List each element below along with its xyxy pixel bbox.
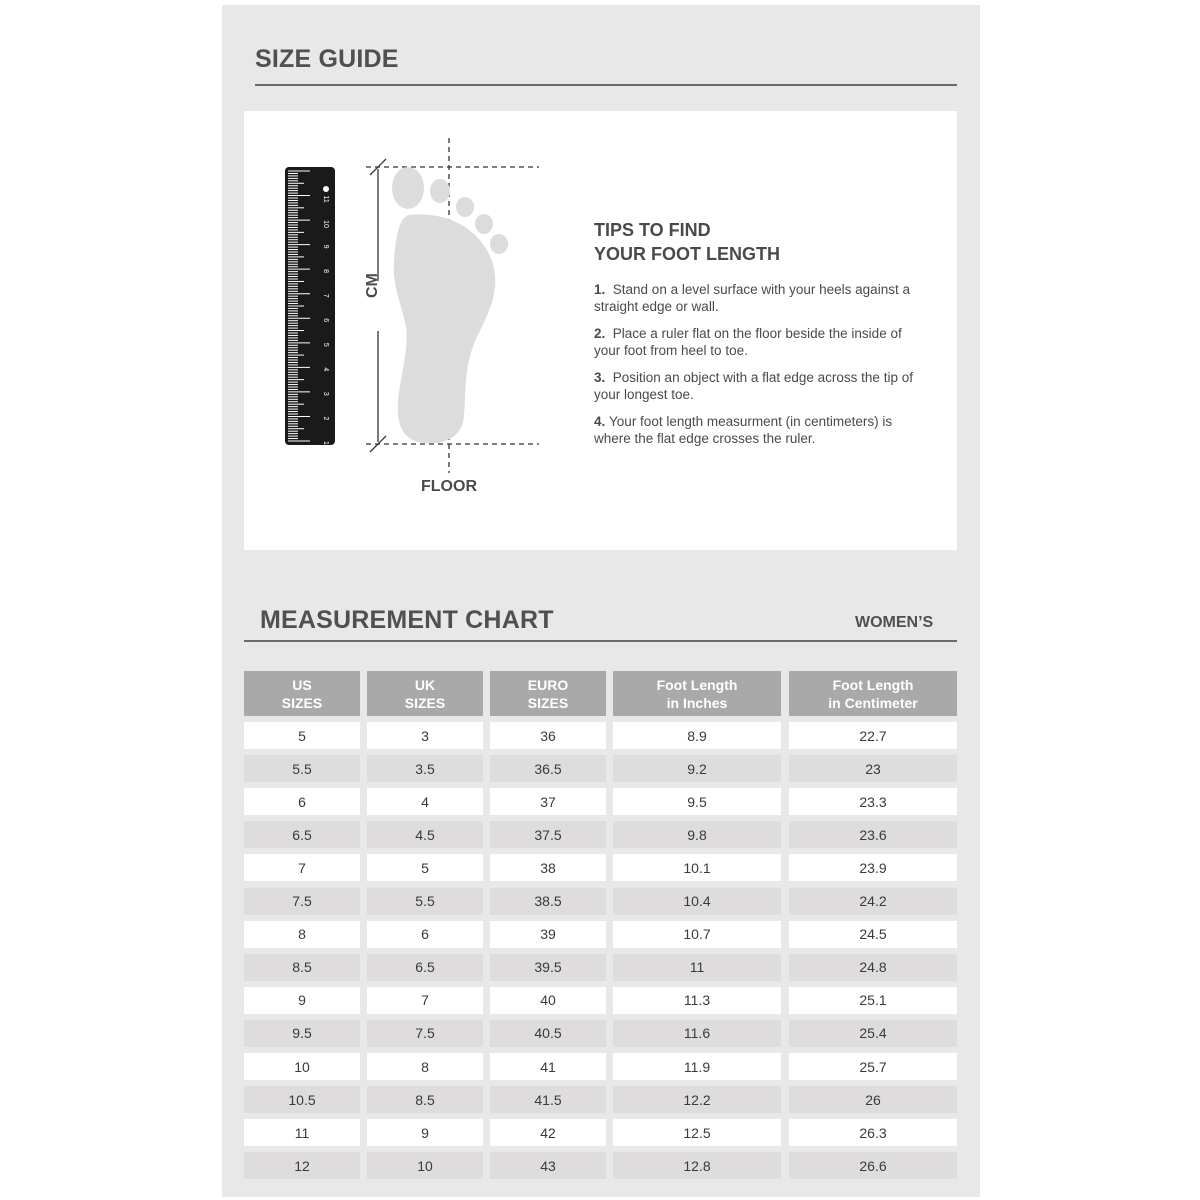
table-cell: 23.9	[789, 854, 957, 881]
foot-icon	[392, 167, 508, 443]
table-cell: 7	[244, 854, 360, 881]
table-cell: 12.2	[613, 1086, 781, 1113]
column-header-line: US	[292, 676, 312, 693]
table-cell: 7.5	[367, 1020, 483, 1047]
ruler-number: 5	[322, 342, 329, 347]
table-cell: 11	[244, 1119, 360, 1146]
table-cell: 9.2	[613, 755, 781, 782]
column-header-line: SIZES	[527, 694, 569, 711]
table-cell: 43	[490, 1152, 606, 1179]
table-cell: 10.7	[613, 921, 781, 948]
table-cell: 39.5	[490, 954, 606, 981]
table-cell: 10.1	[613, 854, 781, 881]
table-cell: 23.6	[789, 821, 957, 848]
ruler-number: 11	[322, 195, 329, 203]
table-cell: 5.5	[244, 755, 360, 782]
table-cell: 11.6	[613, 1020, 781, 1047]
table-cell: 38	[490, 854, 606, 881]
tip-number: 3.	[594, 370, 606, 385]
table-cell: 11	[613, 954, 781, 981]
table-cell: 7	[367, 987, 483, 1014]
tip-text: Stand on a level surface with your heels against a straight edge or wall.	[594, 282, 910, 314]
table-cell: 5.5	[367, 888, 483, 915]
table-cell: 12.8	[613, 1152, 781, 1179]
title-divider	[255, 84, 957, 86]
table-cell: 6	[367, 921, 483, 948]
chart-title: MEASUREMENT CHART	[260, 606, 554, 634]
tip-number: 2.	[594, 326, 606, 341]
table-cell: 24.2	[789, 888, 957, 915]
table-cell: 12	[244, 1152, 360, 1179]
table-cell: 10	[244, 1053, 360, 1080]
page-title: SIZE GUIDE	[255, 45, 399, 73]
ruler-number: 10	[322, 220, 329, 228]
table-cell: 6.5	[367, 954, 483, 981]
table-cell: 8.9	[613, 722, 781, 749]
table-cell: 7.5	[244, 888, 360, 915]
table-cell: 8	[367, 1053, 483, 1080]
tips-title-line1: TIPS TO FIND	[594, 220, 711, 240]
tip-item	[594, 413, 924, 447]
table-cell: 25.7	[789, 1053, 957, 1080]
table-cell: 4	[367, 788, 483, 815]
table-cell: 23	[789, 755, 957, 782]
table-cell: 10.5	[244, 1086, 360, 1113]
column-header-line: EURO	[527, 676, 569, 693]
table-cell: 23.3	[789, 788, 957, 815]
table-cell: 8	[244, 921, 360, 948]
tips-title	[594, 218, 780, 266]
table-cell: 9.5	[613, 788, 781, 815]
tip-item	[594, 369, 924, 403]
tip-text: Position an object with a flat edge across the tip of your longest toe.	[594, 370, 913, 402]
table-cell: 24.5	[789, 921, 957, 948]
table-cell: 41	[490, 1053, 606, 1080]
table-cell: 9	[244, 987, 360, 1014]
column-header-line: in Inches	[666, 694, 728, 711]
ruler-number: 3	[322, 391, 329, 396]
table-cell: 41.5	[490, 1086, 606, 1113]
tip-number: 1.	[594, 282, 606, 297]
table-cell: 12.5	[613, 1119, 781, 1146]
table-cell: 37.5	[490, 821, 606, 848]
ruler-number: 8	[322, 269, 329, 274]
table-cell: 6.5	[244, 821, 360, 848]
table-cell: 36	[490, 722, 606, 749]
tip-text: Your foot length measurment (in centimeters) is where the flat edge crosses the ruler.	[594, 414, 893, 446]
tip-text: Place a ruler flat on the floor beside the inside of your foot from heel to toe.	[594, 326, 902, 358]
tip-item	[594, 325, 924, 359]
table-cell: 3	[367, 722, 483, 749]
ruler-number: 9	[322, 244, 329, 249]
table-cell: 9.5	[244, 1020, 360, 1047]
table-cell: 9	[367, 1119, 483, 1146]
table-cell: 26.3	[789, 1119, 957, 1146]
chart-divider	[244, 640, 957, 642]
table-cell: 11.3	[613, 987, 781, 1014]
table-cell: 8.5	[244, 954, 360, 981]
table-cell: 25.1	[789, 987, 957, 1014]
column-header-line: Foot Length	[832, 676, 914, 693]
tip-number: 4.	[594, 414, 606, 429]
table-cell: 4.5	[367, 821, 483, 848]
column-header-line: SIZES	[404, 694, 446, 711]
column-header-line: SIZES	[281, 694, 323, 711]
table-cell: 10	[367, 1152, 483, 1179]
ruler-number: 4	[322, 367, 329, 372]
table-cell: 26.6	[789, 1152, 957, 1179]
table-cell: 42	[490, 1119, 606, 1146]
table-cell: 40.5	[490, 1020, 606, 1047]
ruler-icon	[285, 167, 335, 445]
table-cell: 9.8	[613, 821, 781, 848]
ruler-number: 2	[322, 416, 329, 421]
table-cell: 40	[490, 987, 606, 1014]
tip-item	[594, 281, 924, 315]
table-cell: 8.5	[367, 1086, 483, 1113]
table-cell: 37	[490, 788, 606, 815]
column-header-line: UK	[414, 676, 436, 693]
table-cell: 6	[244, 788, 360, 815]
table-cell: 39	[490, 921, 606, 948]
ruler-number: 7	[322, 293, 329, 298]
chart-subtitle: WOMEN’S	[855, 614, 934, 631]
column-header-line: in Centimeter	[828, 694, 918, 711]
ruler-number: 6	[322, 318, 329, 323]
column-header-line: Foot Length	[656, 676, 738, 693]
table-cell: 5	[367, 854, 483, 881]
ruler-number: 1	[322, 441, 329, 445]
tips-title-line2: YOUR FOOT LENGTH	[594, 244, 780, 264]
cm-label: CM	[364, 273, 381, 298]
table-cell: 36.5	[490, 755, 606, 782]
table-cell: 11.9	[613, 1053, 781, 1080]
table-cell: 22.7	[789, 722, 957, 749]
table-cell: 25.4	[789, 1020, 957, 1047]
table-cell: 10.4	[613, 888, 781, 915]
table-cell: 3.5	[367, 755, 483, 782]
floor-label: FLOOR	[421, 478, 477, 495]
table-cell: 5	[244, 722, 360, 749]
table-cell: 24.8	[789, 954, 957, 981]
table-cell: 26	[789, 1086, 957, 1113]
table-cell: 38.5	[490, 888, 606, 915]
